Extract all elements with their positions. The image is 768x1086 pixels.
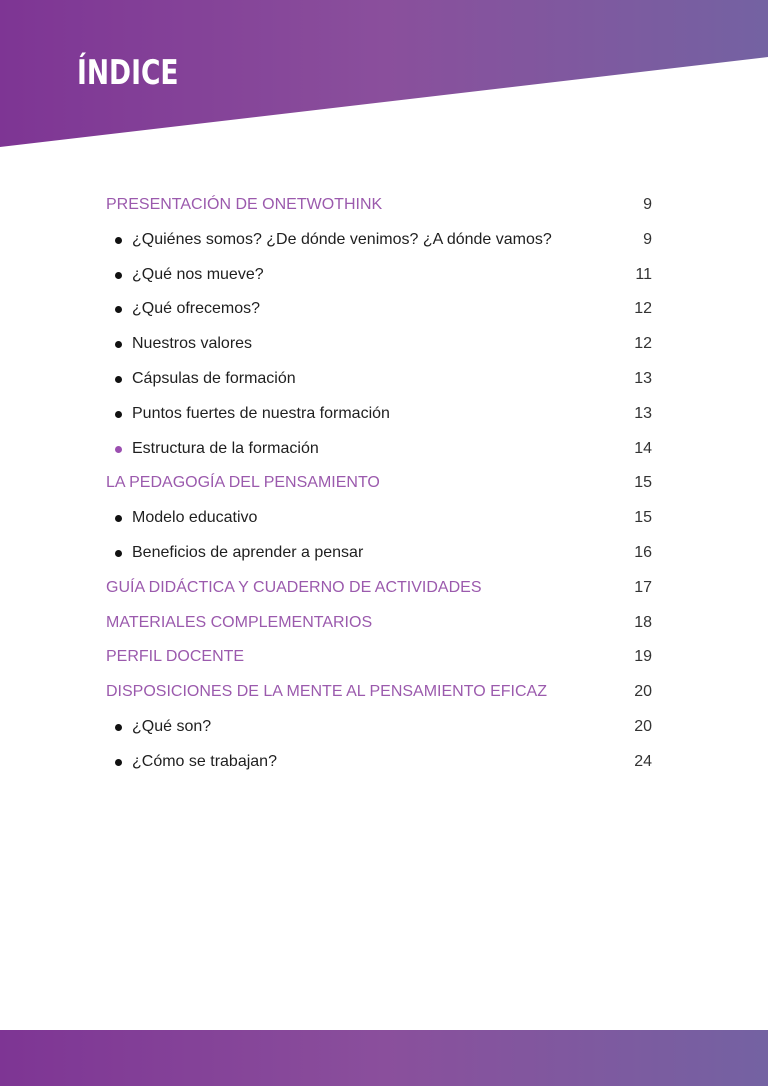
bullet-icon	[115, 237, 122, 244]
bullet-icon	[115, 724, 122, 731]
toc-entry-label: MATERIALES COMPLEMENTARIOS	[106, 613, 373, 631]
toc-page-number: 13	[634, 369, 652, 387]
bullet-icon	[115, 272, 122, 279]
bullet-icon	[115, 376, 122, 383]
toc-subitem-entry[interactable]	[106, 710, 652, 745]
toc-page-number: 9	[643, 196, 652, 213]
toc-entry-label: GUÍA DIDÁCTICA Y CUADERNO DE ACTIVIDADES	[106, 578, 482, 596]
toc-page-number: 19	[634, 648, 652, 666]
toc-subitem-entry[interactable]	[106, 501, 652, 536]
toc-section-entry[interactable]	[106, 675, 652, 710]
toc-entry-label: Cápsulas de formación	[132, 369, 296, 387]
bullet-icon	[115, 446, 122, 453]
toc-entry-label: Estructura de la formación	[132, 439, 319, 457]
bullet-icon	[115, 759, 122, 766]
toc-entry-label: ¿Qué ofrecemos?	[132, 300, 261, 318]
toc-entry-label: DISPOSICIONES DE LA MENTE AL PENSAMIENTO EFICAZ	[106, 683, 547, 701]
toc-entry-label: PRESENTACIÓN DE ONETWOTHINK	[106, 196, 383, 213]
toc-entry-label: LA PEDAGOGÍA DEL PENSAMIENTO	[106, 474, 380, 492]
toc-page-number: 24	[634, 752, 652, 770]
toc-page-number: 20	[634, 683, 652, 701]
toc-subitem-entry[interactable]	[106, 432, 652, 467]
toc-entry-label: ¿Qué son?	[132, 717, 212, 735]
toc-subitem-entry[interactable]	[106, 258, 652, 293]
toc-section-entry[interactable]	[106, 640, 652, 675]
toc-page-number: 17	[634, 578, 652, 596]
toc-page-number: 18	[634, 613, 652, 631]
toc-section-entry[interactable]	[106, 466, 652, 501]
toc-subitem-entry[interactable]	[106, 327, 652, 362]
toc-page-number: 11	[635, 265, 652, 283]
bullet-icon	[115, 341, 122, 348]
page-title: ÍNDICE	[77, 53, 179, 93]
bullet-icon	[115, 550, 122, 557]
toc-subitem-entry[interactable]	[106, 745, 652, 780]
toc-entry-label: Nuestros valores	[132, 335, 253, 353]
footer-banner	[0, 1030, 768, 1086]
toc-page-number: 14	[634, 439, 652, 457]
toc-entry-label: Modelo educativo	[132, 509, 258, 527]
bullet-icon	[115, 411, 122, 418]
toc-section-entry[interactable]	[106, 606, 652, 641]
toc-subitem-entry[interactable]	[106, 292, 652, 327]
toc-page-number: 15	[634, 474, 652, 492]
bullet-icon	[115, 306, 122, 313]
toc-entry-label: Puntos fuertes de nuestra formación	[132, 404, 390, 422]
toc-subitem-entry[interactable]	[106, 223, 652, 258]
toc-entry-label: PERFIL DOCENTE	[106, 648, 245, 666]
toc-subitem-entry[interactable]	[106, 362, 652, 397]
table-of-contents	[106, 188, 652, 780]
toc-entry-label: Beneficios de aprender a pensar	[132, 543, 364, 561]
toc-page-number: 13	[634, 404, 652, 422]
toc-entry-label: ¿Quiénes somos? ¿De dónde venimos? ¿A dónde vamos?	[132, 230, 552, 248]
toc-section-entry[interactable]	[106, 571, 652, 606]
bullet-icon	[115, 515, 122, 522]
toc-subitem-entry[interactable]	[106, 397, 652, 432]
toc-page-number: 16	[634, 543, 652, 561]
toc-page-number: 20	[634, 717, 652, 735]
toc-entry-label: ¿Cómo se trabajan?	[132, 752, 277, 770]
toc-page-number: 15	[634, 509, 652, 527]
toc-page-number: 12	[634, 335, 652, 353]
toc-entry-label: ¿Qué nos mueve?	[132, 265, 264, 283]
toc-page-number: 12	[634, 300, 652, 318]
toc-page-number: 9	[643, 230, 652, 248]
toc-subitem-entry[interactable]	[106, 536, 652, 571]
toc-section-entry[interactable]	[106, 188, 652, 223]
